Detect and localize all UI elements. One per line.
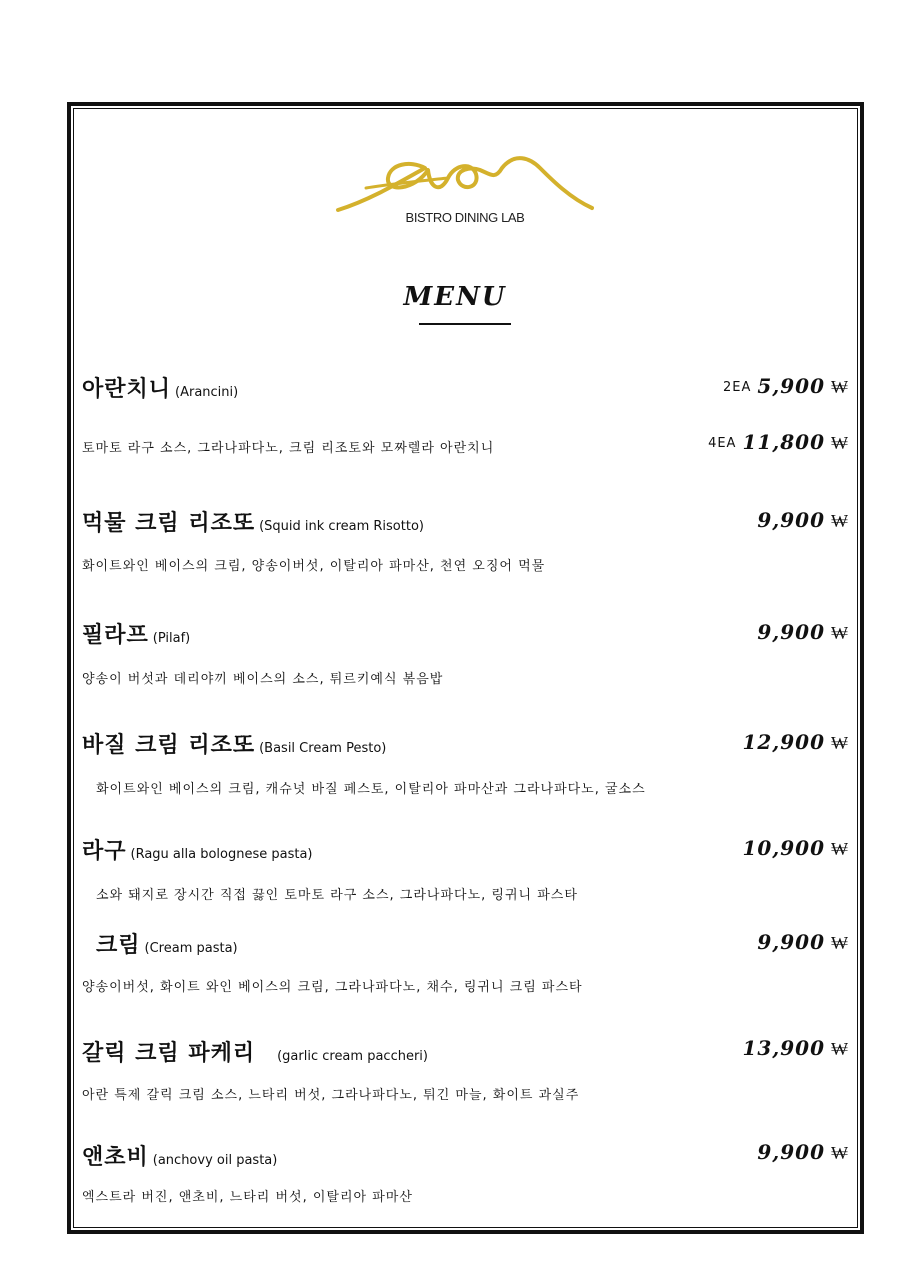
price-value: 5,900 xyxy=(757,374,825,398)
menu-title-underline xyxy=(419,323,511,325)
item-price xyxy=(757,1140,849,1164)
price-qty: 2EA xyxy=(722,380,752,395)
item-price xyxy=(742,1036,849,1060)
item-description: 엑스트라 버진, 앤초비, 느타리 버섯, 이탈리아 파마산 xyxy=(82,1190,413,1205)
item-name-ko: 먹물 크림 리조또 xyxy=(82,511,256,536)
item-description: 화이트와인 베이스의 크림, 양송이버섯, 이탈리아 파마산, 천연 오징어 먹물 xyxy=(82,559,546,574)
menu-item-anchovy-pasta xyxy=(82,1140,277,1171)
item-price xyxy=(757,930,849,954)
item-price xyxy=(742,836,849,860)
item-name-ko: 앤초비 xyxy=(82,1145,149,1170)
item-name-en: (Squid ink cream Risotto) xyxy=(259,519,424,534)
price-value: 9,900 xyxy=(757,508,825,532)
item-name-ko: 라구 xyxy=(82,839,127,864)
item-name-ko: 바질 크림 리조또 xyxy=(82,733,256,758)
price-qty: 4EA xyxy=(708,436,737,451)
menu-item-arancini xyxy=(82,372,238,403)
menu-item-garlic-cream-paccheri xyxy=(82,1036,428,1067)
item-name-ko: 필라프 xyxy=(82,623,149,648)
aron-logo xyxy=(330,148,600,238)
price-value: 10,900 xyxy=(742,836,825,860)
item-price xyxy=(742,730,849,754)
price-value: 11,800 xyxy=(742,430,825,454)
item-name-ko: 갈릭 크림 파케리 xyxy=(82,1041,256,1066)
item-name-en: (anchovy oil pasta) xyxy=(152,1153,278,1168)
item-price xyxy=(757,620,849,644)
item-name-en: (Pilaf) xyxy=(152,631,191,646)
won-symbol: ₩ xyxy=(831,1039,849,1060)
price-value: 9,900 xyxy=(757,620,825,644)
item-description: 양송이 버섯과 데리야끼 베이스의 소스, 튀르키예식 볶음밥 xyxy=(82,672,444,687)
won-symbol: ₩ xyxy=(831,433,849,454)
item-name-en: (Basil Cream Pesto) xyxy=(259,741,387,756)
price-value: 12,900 xyxy=(742,730,825,754)
menu-item-ragu xyxy=(82,834,313,865)
menu-item-squid-ink-risotto xyxy=(82,506,424,537)
menu-title: MENU xyxy=(403,282,507,312)
item-name-en: (Ragu alla bolognese pasta) xyxy=(130,847,313,862)
won-symbol: ₩ xyxy=(831,839,849,860)
price-value: 9,900 xyxy=(757,930,825,954)
menu-item-basil-cream-risotto xyxy=(82,728,386,759)
item-description: 소와 돼지로 장시간 직접 끓인 토마토 라구 소스, 그라나파다노, 링귀니 파스타 xyxy=(96,888,578,903)
item-description: 토마토 라구 소스, 그라나파다노, 크림 리조토와 모짜렐라 아란치니 xyxy=(82,441,495,456)
item-description: 화이트와인 베이스의 크림, 캐슈넛 바질 페스토, 이탈리아 파마산과 그라나파다노, 굴소스 xyxy=(96,782,646,797)
won-symbol: ₩ xyxy=(831,377,849,398)
item-name-ko: 아란치니 xyxy=(82,377,172,402)
menu-item-pilaf xyxy=(82,618,190,649)
item-name-en: (Arancini) xyxy=(175,385,239,400)
aron-script-logo-mark xyxy=(330,148,600,218)
won-symbol: ₩ xyxy=(831,623,849,644)
item-name-en: (Cream pasta) xyxy=(144,941,238,956)
won-symbol: ₩ xyxy=(831,511,849,532)
won-symbol: ₩ xyxy=(831,733,849,754)
item-price-2ea xyxy=(723,374,849,398)
item-description: 양송이버섯, 화이트 와인 베이스의 크림, 그라나파다노, 채수, 링귀니 크림 파스타 xyxy=(82,980,583,995)
item-name-ko: 크림 xyxy=(96,933,141,958)
won-symbol: ₩ xyxy=(831,933,849,954)
item-name-en: (garlic cream paccheri) xyxy=(277,1049,428,1064)
logo-subtitle: BISTRO DINING LAB xyxy=(405,210,525,225)
item-price-4ea xyxy=(708,430,849,454)
menu-item-cream-pasta xyxy=(96,928,238,959)
price-value: 9,900 xyxy=(757,1140,825,1164)
item-description: 아란 특제 갈릭 크림 소스, 느타리 버섯, 그라나파다노, 튀긴 마늘, 화이트 과실주 xyxy=(82,1088,580,1103)
price-value: 13,900 xyxy=(742,1036,825,1060)
won-symbol: ₩ xyxy=(831,1143,849,1164)
item-price xyxy=(757,508,849,532)
